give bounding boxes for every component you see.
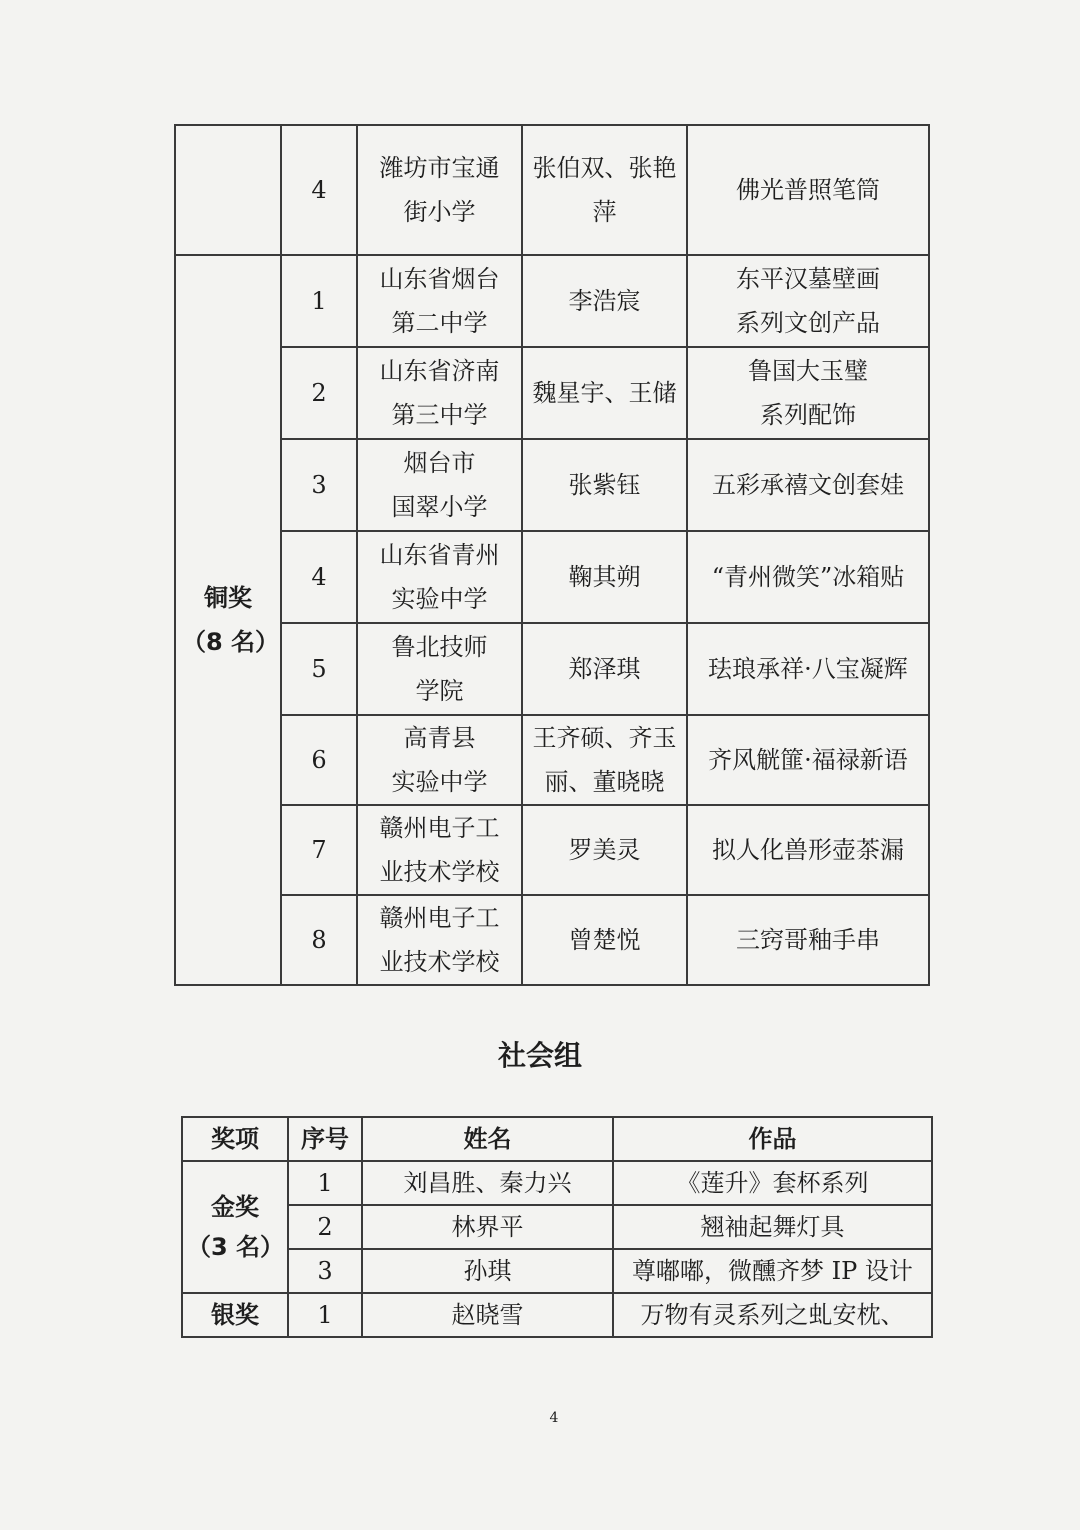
school-line: 国翠小学 xyxy=(391,493,488,521)
row-number: 1 xyxy=(288,1293,362,1337)
header-number: 序号 xyxy=(288,1117,362,1161)
school-cell xyxy=(357,125,522,255)
school-cell xyxy=(357,895,522,985)
section-title: 社会组 xyxy=(497,1039,582,1072)
school-cell xyxy=(357,805,522,895)
table-row xyxy=(175,895,929,985)
work-cell: 五彩承禧文创套娃 xyxy=(687,439,929,531)
award-count: （3 名） xyxy=(187,1233,285,1261)
name-cell: 李浩宸 xyxy=(522,255,687,347)
name-cell: 赵晓雪 xyxy=(362,1293,613,1337)
row-number: 4 xyxy=(281,125,357,255)
school-cell xyxy=(357,623,522,715)
work-cell: 珐琅承祥·八宝凝辉 xyxy=(687,623,929,715)
work-line: 鲁国大玉璧 xyxy=(748,357,868,385)
table-row xyxy=(175,715,929,805)
table-row xyxy=(175,439,929,531)
table-row xyxy=(175,347,929,439)
school-cell xyxy=(357,531,522,623)
row-number: 2 xyxy=(281,347,357,439)
school-cell xyxy=(357,255,522,347)
work-cell: 翘袖起舞灯具 xyxy=(613,1205,932,1249)
work-cell: 拟人化兽形壶茶漏 xyxy=(687,805,929,895)
table-row xyxy=(182,1249,932,1293)
award-label: 金奖 xyxy=(211,1193,259,1221)
school-line: 烟台市 xyxy=(403,449,476,477)
school-cell xyxy=(357,715,522,805)
name-cell: 曾楚悦 xyxy=(522,895,687,985)
award-label: 铜奖 xyxy=(204,584,252,612)
name-line: 王齐硕、齐玉 xyxy=(532,724,677,752)
header-name: 姓名 xyxy=(362,1117,613,1161)
school-line: 高青县 xyxy=(403,724,476,752)
table-row xyxy=(175,623,929,715)
name-cell: 林界平 xyxy=(362,1205,613,1249)
row-number: 1 xyxy=(281,255,357,347)
row-number: 1 xyxy=(288,1161,362,1205)
row-number: 8 xyxy=(281,895,357,985)
school-cell xyxy=(357,439,522,531)
school-line: 鲁北技师 xyxy=(391,633,488,661)
work-line: 系列配饰 xyxy=(760,401,856,429)
award-count: （8 名） xyxy=(182,628,280,656)
school-line: 山东省青州 xyxy=(379,541,500,569)
row-number: 4 xyxy=(281,531,357,623)
school-line: 赣州电子工 xyxy=(379,814,500,842)
row-number: 3 xyxy=(281,439,357,531)
school-line: 学院 xyxy=(415,677,464,705)
school-line: 山东省济南 xyxy=(379,357,500,385)
table-row xyxy=(175,805,929,895)
name-cell xyxy=(522,715,687,805)
work-cell: “青州微笑”冰箱贴 xyxy=(687,531,929,623)
school-line: 潍坊市宝通 xyxy=(379,154,500,182)
work-cell: 佛光普照笔筒 xyxy=(687,125,929,255)
school-line: 业技术学校 xyxy=(379,858,500,886)
school-line: 第二中学 xyxy=(391,309,488,337)
name-line: 萍 xyxy=(592,198,617,226)
name-cell: 张紫钰 xyxy=(522,439,687,531)
table-header-row xyxy=(182,1117,932,1161)
school-line: 山东省烟台 xyxy=(379,265,500,293)
row-number: 5 xyxy=(281,623,357,715)
gold-award-cell xyxy=(182,1161,288,1293)
name-line: 张伯双、张艳 xyxy=(532,154,677,182)
work-cell xyxy=(687,347,929,439)
social-group-table xyxy=(181,1116,933,1338)
name-line: 丽、董晓晓 xyxy=(544,768,665,796)
work-cell: 《莲升》套杯系列 xyxy=(613,1161,932,1205)
name-cell: 鞠其朔 xyxy=(522,531,687,623)
row-number: 6 xyxy=(281,715,357,805)
name-cell xyxy=(522,125,687,255)
school-line: 实验中学 xyxy=(391,768,488,796)
work-cell xyxy=(687,255,929,347)
table-row xyxy=(175,125,929,255)
table-row xyxy=(175,255,929,347)
header-award: 奖项 xyxy=(182,1117,288,1161)
school-line: 实验中学 xyxy=(391,585,488,613)
table-row xyxy=(182,1293,932,1337)
school-line: 业技术学校 xyxy=(379,948,500,976)
work-line: 系列文创产品 xyxy=(736,309,880,337)
work-line: 东平汉墓壁画 xyxy=(736,265,880,293)
name-cell: 孙琪 xyxy=(362,1249,613,1293)
name-cell: 郑泽琪 xyxy=(522,623,687,715)
header-work: 作品 xyxy=(613,1117,932,1161)
bronze-award-cell xyxy=(175,255,281,985)
name-cell: 罗美灵 xyxy=(522,805,687,895)
work-cell: 齐风觥篚·福禄新语 xyxy=(687,715,929,805)
work-cell: 尊嘟嘟，微醺齐梦 IP 设计 xyxy=(613,1249,932,1293)
school-cell xyxy=(357,347,522,439)
page-number: 4 xyxy=(549,1410,559,1426)
work-cell: 三窍哥釉手串 xyxy=(687,895,929,985)
name-cell: 刘昌胜、秦力兴 xyxy=(362,1161,613,1205)
table-row xyxy=(182,1161,932,1205)
name-cell: 魏星宇、王储 xyxy=(522,347,687,439)
table-row xyxy=(182,1205,932,1249)
silver-award-cell: 银奖 xyxy=(182,1293,288,1337)
row-number: 2 xyxy=(288,1205,362,1249)
award-cell-empty xyxy=(175,125,281,255)
work-cell: 万物有灵系列之虬安枕、 xyxy=(613,1293,932,1337)
bronze-award-table xyxy=(174,124,930,986)
row-number: 3 xyxy=(288,1249,362,1293)
school-line: 赣州电子工 xyxy=(379,904,500,932)
row-number: 7 xyxy=(281,805,357,895)
school-line: 街小学 xyxy=(403,198,476,226)
table-row xyxy=(175,531,929,623)
school-line: 第三中学 xyxy=(391,401,488,429)
